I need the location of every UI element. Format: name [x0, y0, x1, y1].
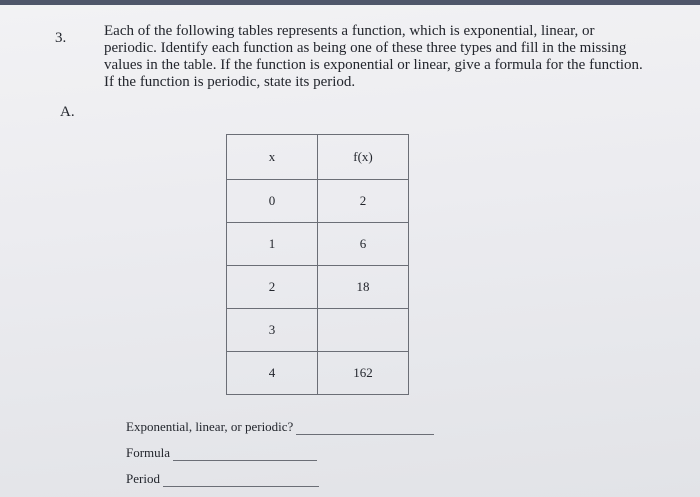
table-row [227, 352, 409, 395]
function-table [226, 134, 409, 395]
function-type-prompt: Exponential, linear, or periodic? [126, 419, 294, 434]
table-header-row [227, 135, 409, 180]
formula-prompt: Formula [126, 445, 171, 460]
question-number: 3. [55, 30, 67, 46]
period-blank[interactable] [163, 474, 319, 487]
cell-x: 1 [227, 223, 318, 266]
period-answer [126, 471, 319, 487]
table-row [227, 309, 409, 352]
function-type-blank[interactable] [296, 422, 434, 435]
cell-x: 3 [227, 309, 318, 352]
cell-fx: 2 [318, 180, 409, 223]
table-row [227, 266, 409, 309]
function-type-answer [126, 419, 434, 435]
formula-blank[interactable] [173, 448, 317, 461]
table-row [227, 223, 409, 266]
period-prompt: Period [126, 471, 160, 486]
cell-fx-blank[interactable] [318, 309, 409, 352]
formula-answer [126, 445, 317, 461]
cell-x: 2 [227, 266, 318, 309]
part-label: A. [60, 104, 75, 120]
cell-fx: 162 [318, 352, 409, 395]
cell-x: 4 [227, 352, 318, 395]
header-x: x [227, 135, 318, 180]
table-row [227, 180, 409, 223]
cell-fx: 18 [318, 266, 409, 309]
header-fx: f(x) [318, 135, 409, 180]
top-edge-strip [0, 0, 700, 5]
cell-x: 0 [227, 180, 318, 223]
cell-fx: 6 [318, 223, 409, 266]
question-text: Each of the following tables represents a function, which is exponential, linear, or periodic. Identify each function as being one of these three types and fill in the missing values in the table. If the function is exponential or linear, give a formula for the function. If the function is periodic, state its period. [104, 23, 643, 90]
